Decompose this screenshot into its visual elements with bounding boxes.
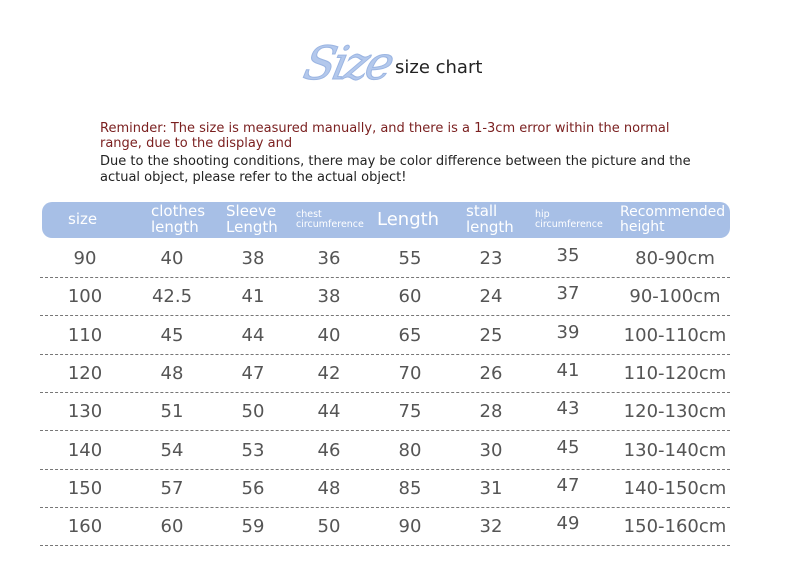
header-label: Sleeve	[226, 202, 277, 221]
table-cell: 53	[241, 439, 265, 461]
table-cell: 60	[160, 516, 184, 538]
table-cell: 49	[556, 513, 580, 535]
table-cell: 40	[160, 248, 184, 269]
header-hip-circumference	[535, 202, 603, 238]
header-stall-length	[466, 202, 514, 238]
header-label: size	[68, 210, 98, 229]
header-label: length	[466, 218, 514, 236]
table-cell: 55	[398, 248, 422, 269]
header-label: stall	[466, 202, 498, 221]
table-cell: 36	[317, 248, 341, 269]
table-cell: 41	[241, 286, 265, 308]
table-header	[42, 202, 730, 238]
table-cell: 65	[398, 324, 422, 346]
table-cell: 100	[67, 286, 103, 308]
header-clothes-length	[151, 202, 205, 238]
table-cell: 110	[67, 324, 103, 346]
table-row	[40, 240, 730, 278]
header-label: clothes	[151, 202, 206, 221]
table-cell: 120-130cm	[623, 401, 727, 423]
reminder-text: Reminder: The size is measured manually, and there is a 1-3cm error within the normal range, due to the display and	[100, 121, 670, 151]
table-cell: 110-120cm	[623, 362, 727, 384]
color-note-text: Due to the shooting conditions, there may be color difference between the picture and the actual object, please refer to the actual object!	[100, 154, 691, 185]
header-recommended-height	[620, 202, 725, 238]
title-text: size chart	[395, 57, 483, 78]
table-cell: 44	[317, 401, 341, 423]
header-label: circumference	[535, 219, 603, 230]
table-cell: 45	[556, 436, 580, 458]
table-cell: 51	[160, 401, 184, 423]
header-label: Length	[377, 208, 440, 230]
table-cell: 70	[398, 362, 422, 384]
header-label: Recommended	[620, 204, 726, 221]
table-cell: 26	[479, 362, 503, 384]
header-label: Length	[226, 218, 278, 236]
table-cell: 31	[479, 477, 503, 499]
table-cell: 160	[67, 516, 103, 538]
table-cell: 40	[317, 324, 341, 346]
table-cell: 150	[67, 477, 103, 499]
header-label: circumference	[296, 219, 364, 230]
table-cell: 38	[317, 286, 341, 308]
table-cell: 46	[317, 439, 341, 461]
table-row	[40, 278, 730, 316]
size-logo: Size	[299, 36, 397, 90]
table-row	[40, 317, 730, 355]
table-cell: 130	[67, 401, 103, 423]
table-cell: 39	[556, 321, 580, 343]
table-cell: 80	[398, 439, 422, 461]
table-cell: 50	[241, 401, 265, 423]
table-row	[40, 470, 730, 508]
table-cell: 32	[479, 516, 503, 538]
table-cell: 75	[398, 401, 422, 423]
table-cell: 30	[479, 439, 503, 461]
table-cell: 140-150cm	[623, 477, 727, 499]
table-cell: 100-110cm	[623, 324, 727, 346]
table-cell: 80-90cm	[635, 248, 715, 269]
header-chest-circumference	[296, 202, 364, 238]
table-cell: 47	[241, 362, 265, 384]
table-cell: 23	[479, 248, 503, 269]
table-cell: 85	[398, 477, 422, 499]
table-cell: 140	[67, 439, 103, 461]
table-cell: 25	[479, 324, 503, 346]
table-cell: 38	[241, 248, 265, 269]
table-row	[40, 355, 730, 393]
header-label: length	[151, 218, 199, 236]
table-cell: 48	[317, 477, 341, 499]
table-cell: 120	[67, 362, 103, 384]
table-cell: 90	[73, 248, 97, 269]
table-cell: 42.5	[151, 286, 193, 308]
table-cell: 60	[398, 286, 422, 308]
header-label: height	[620, 219, 665, 235]
table-cell: 90-100cm	[629, 286, 721, 308]
table-row	[40, 508, 730, 546]
table-cell: 42	[317, 362, 341, 384]
table-cell: 50	[317, 516, 341, 538]
header-label: hip	[535, 209, 550, 221]
table-cell: 57	[160, 477, 184, 499]
table-cell: 56	[241, 477, 265, 499]
table-cell: 43	[556, 398, 580, 420]
table-cell: 41	[556, 359, 580, 381]
table-cell: 47	[556, 474, 580, 496]
header-length	[377, 202, 439, 238]
table-cell: 28	[479, 401, 503, 423]
table-cell: 90	[398, 516, 422, 538]
table-cell: 35	[556, 245, 580, 266]
table-cell: 59	[241, 516, 265, 538]
header-sleeve-length	[226, 202, 278, 238]
table-cell: 48	[160, 362, 184, 384]
table-cell: 130-140cm	[623, 439, 727, 461]
table-cell: 150-160cm	[623, 516, 727, 538]
table-cell: 37	[556, 283, 580, 305]
header-label: chest	[296, 209, 322, 221]
table-row	[40, 432, 730, 470]
header-size	[68, 202, 97, 238]
table-cell: 54	[160, 439, 184, 461]
table-row	[40, 393, 730, 431]
table-cell: 44	[241, 324, 265, 346]
table-cell: 45	[160, 324, 184, 346]
table-cell: 24	[479, 286, 503, 308]
